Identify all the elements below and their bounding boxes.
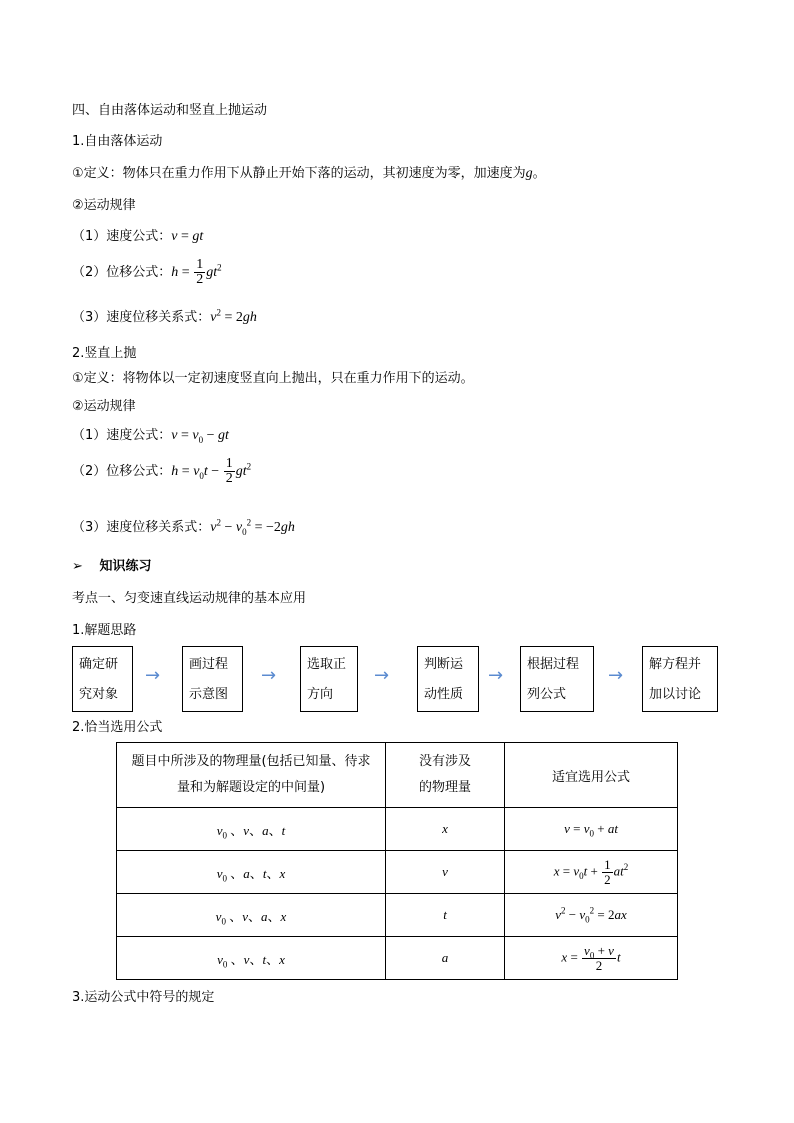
flow-step: 判断运 动性质 <box>417 646 479 712</box>
vertical-up-displacement-formula: （2）位移公式：$h = v_0t$ − $\frac{1}{2}$ $gt^2$ <box>72 456 252 487</box>
table-cell: x = $\frac{v_0 + v}{2}$ t <box>505 937 678 980</box>
table-cell: $x = v_0t$ + $\frac{1}{2}$ $at^2$ <box>505 851 678 894</box>
section-title: 四、自由落体运动和竖直上抛运动 <box>72 103 268 118</box>
table-cell: $v^2 - v_0^2 = 2ax$ <box>505 894 678 937</box>
table-cell: $v_0$ 、v、a、x <box>117 894 386 937</box>
table-row <box>117 808 678 851</box>
vertical-up-velocity-formula: （1）速度公式：$v = v_0$ − gt <box>72 428 229 445</box>
table-cell: $v_0$ 、v、t、x <box>117 937 386 980</box>
table-cell: t <box>386 894 505 937</box>
table-cell: $v_0$ 、a、t、x <box>117 851 386 894</box>
flow-step: 确定研 究对象 <box>72 646 133 712</box>
sign-heading: 3.运动公式中符号的规定 <box>72 990 215 1005</box>
vertical-up-definition: ①定义：将物体以一定初速度竖直向上抛出，只在重力作用下的运动。 <box>72 371 474 386</box>
flow-step: 根据过程 列公式 <box>520 646 594 712</box>
free-fall-rule-heading: ②运动规律 <box>72 198 136 213</box>
table-cell: a <box>386 937 505 980</box>
vertical-up-rule-heading: ②运动规律 <box>72 399 136 414</box>
vertical-up-heading: 2.竖直上抛 <box>72 346 137 361</box>
practice-title: ➢ 知识练习 <box>72 559 152 574</box>
table-header-cell: 适宜选用公式 <box>505 743 678 808</box>
table-header-cell: 没有涉及 的物理量 <box>386 743 505 808</box>
idea-heading: 1.解题思路 <box>72 623 137 638</box>
arrow-right-icon: → <box>145 665 161 686</box>
free-fall-vel-disp-formula: （3）速度位移关系式：$v^2 = 2gh$ <box>72 307 257 325</box>
free-fall-displacement-formula: （2）位移公式：h = $\frac{1}{2}$ $gt^2$ <box>72 257 222 288</box>
formula-table <box>116 742 678 980</box>
free-fall-velocity-formula: （1）速度公式：v = gt <box>72 229 204 244</box>
arrow-right-icon: → <box>488 665 504 686</box>
free-fall-heading: 1.自由落体运动 <box>72 134 163 149</box>
table-cell: $v_0$ 、v、a、t <box>117 808 386 851</box>
arrow-right-icon: → <box>608 665 624 686</box>
flow-step: 画过程 示意图 <box>182 646 243 712</box>
triangle-bullet-icon: ➢ <box>72 559 83 574</box>
vertical-up-vel-disp-formula: （3）速度位移关系式：$v^2 - v_0^2 = -2gh$ <box>72 517 295 537</box>
arrow-right-icon: → <box>261 665 277 686</box>
table-header-cell: 题目中所涉及的物理量(包括已知量、待求 量和为解题设定的中间量) <box>117 743 386 808</box>
formula-heading: 2.恰当选用公式 <box>72 720 163 735</box>
flow-step: 选取正 方向 <box>300 646 358 712</box>
table-header-row <box>117 743 678 808</box>
topic-heading: 考点一、匀变速直线运动规律的基本应用 <box>72 591 307 606</box>
table-row <box>117 937 678 980</box>
table-row <box>117 894 678 937</box>
table-cell: x <box>386 808 505 851</box>
free-fall-definition: ①定义：物体只在重力作用下从静止开始下落的运动，其初速度为零，加速度为g。 <box>72 166 546 181</box>
table-cell: $v = v_0$ + at <box>505 808 678 851</box>
table-cell: v <box>386 851 505 894</box>
table-row <box>117 851 678 894</box>
arrow-right-icon: → <box>374 665 390 686</box>
flow-step: 解方程并 加以讨论 <box>642 646 718 712</box>
